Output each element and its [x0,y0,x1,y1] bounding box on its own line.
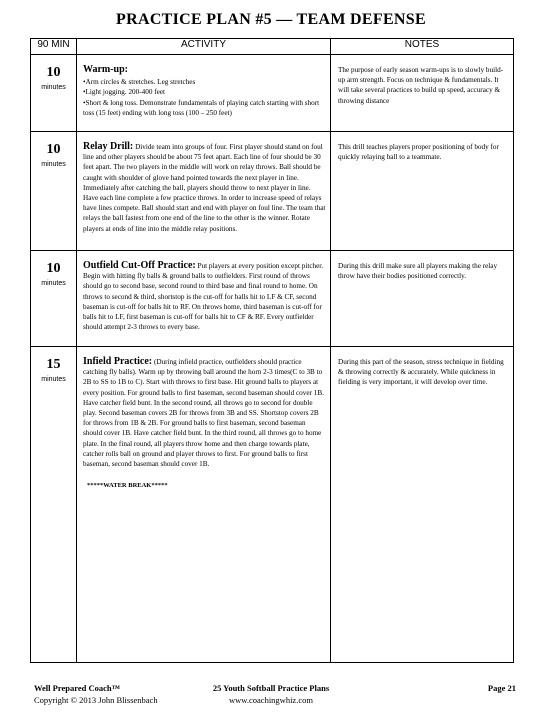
time-cell [31,347,77,663]
time-cell [31,55,77,132]
activity-description: Divide team into groups of four. First player should stand on foul line and other players should be about 75 feet apart. Each line of four should be 30 feet apart. The two players in the middle will work on relay throws. Ball should be caught with shoulder of glove hand pointed towards the next player in line. Immediately after catching the ball, players should throw to next player in line. Have each line complete a few practice throws. In order to increase speed of relays have lines compete. Ball should start and end with player on foul line. The team that relays the ball fastest from one end of the line to the other is the winner. Rotate players at ends of line into the middle relay positions. [83,143,326,233]
notes-cell: During this drill make sure all players making the relay throw have their bodies positioned correctly. [331,251,514,347]
time-cell [31,251,77,347]
duration-value: 15 [46,357,61,372]
activity-heading: Outfield Cut-Off Practice: [83,260,196,271]
table-row-warmup [31,55,514,132]
activity-bullet-list [83,77,326,118]
copyright-text: Copyright © 2013 John Blissenbach [34,695,158,705]
footer-center [0,682,542,706]
activity-heading: Relay Drill: [83,141,134,152]
notes-cell: During this part of the season, stress technique in fielding & throwing correctly & accurately. While quickness in fielding is very important, it will develop over time. [331,347,514,663]
activity-description: Put players at every position except pitcher. Begin with hitting fly balls & ground balls to outfielders. First round of throws should go to second base, second round to third base and final round to home. On throws to second & third, shortstop is the cut-off for balls hit to LF & CF, second baseman is cut-off for balls hit to RF. On throws home, third baseman is cut-off for balls hit to LF, first baseman is cut-off for balls hit to CF & RF. Every outfielder should attempt 2-3 throws to every base. [83,262,324,332]
duration-value: 10 [46,65,61,80]
duration-value: 10 [46,261,61,276]
activity-cell [77,251,331,347]
time-cell [31,132,77,251]
activity-description: (During infield practice, outfielders should practice catching fly balls). Warm up by throwing ball around the horn 2-3 times(C to 3B to 2B to SS to 1B to C). Start with throws to first base. Hit ground balls to players at every position. For ground balls to first baseman, second baseman should cover 1B. Have catcher field bunt. In the second round, all throws go to second for double play. Second baseman covers 2B for throws from 3B and SS. Shortstop covers 2B for throws from 1B & 2B. For ground balls to first baseman, second baseman should cover 1B. Have catcher field bunt. In the third round, all throws go to home plate. In the final round, all players throw home and then charge towards plate, catcher rolls ball on ground and player throws to first. For ground balls to first baseman, second baseman should cover 1B. [83,358,324,469]
column-header-time: 90 MIN [31,39,77,55]
column-header-notes: NOTES [331,39,514,55]
duration-unit: minutes [41,376,66,383]
practice-plan-table [30,38,514,663]
table-row-infield-practice [31,347,514,663]
activity-cell [77,347,331,663]
page-title: PRACTICE PLAN #5 — TEAM DEFENSE [116,11,426,28]
activity-cell [77,55,331,132]
duration-unit: minutes [41,280,66,287]
table-row-relay-drill [31,132,514,251]
list-item: • Short & long toss. Demonstrate fundamentals of playing catch starting with short toss (15 feet) ending with long toss (100 – 250 feet) [83,98,326,118]
list-item: • Light jogging. 200-400 feet [83,87,326,97]
table-row-outfield-cutoff [31,251,514,347]
notes-cell: This drill teaches players proper positioning of body for quickly relaying ball to a teammate. [331,132,514,251]
activity-heading: Infield Practice: [83,356,153,367]
activity-cell [77,132,331,251]
page-number: Page 21 [487,683,516,693]
duration-value: 10 [46,142,61,157]
brand-name: Well Prepared Coach™ [34,683,121,693]
list-item: • Arm circles & stretches. Leg stretches [83,77,326,87]
notes-cell: The purpose of early season warm-ups is to slowly build-up arm strength. Focus on technique & fundamentals. It will take several practices to build up speed, accuracy & throwing distance [331,55,514,132]
duration-unit: minutes [41,84,66,91]
column-header-activity: ACTIVITY [77,39,331,55]
activity-heading: Warm-up: [83,64,128,75]
table-header-row [31,39,514,55]
book-title: 25 Youth Softball Practice Plans [212,683,330,693]
website-text: www.coachingwhiz.com [229,695,313,705]
duration-unit: minutes [41,161,66,168]
water-break-label: *****WATER BREAK***** [87,482,168,490]
